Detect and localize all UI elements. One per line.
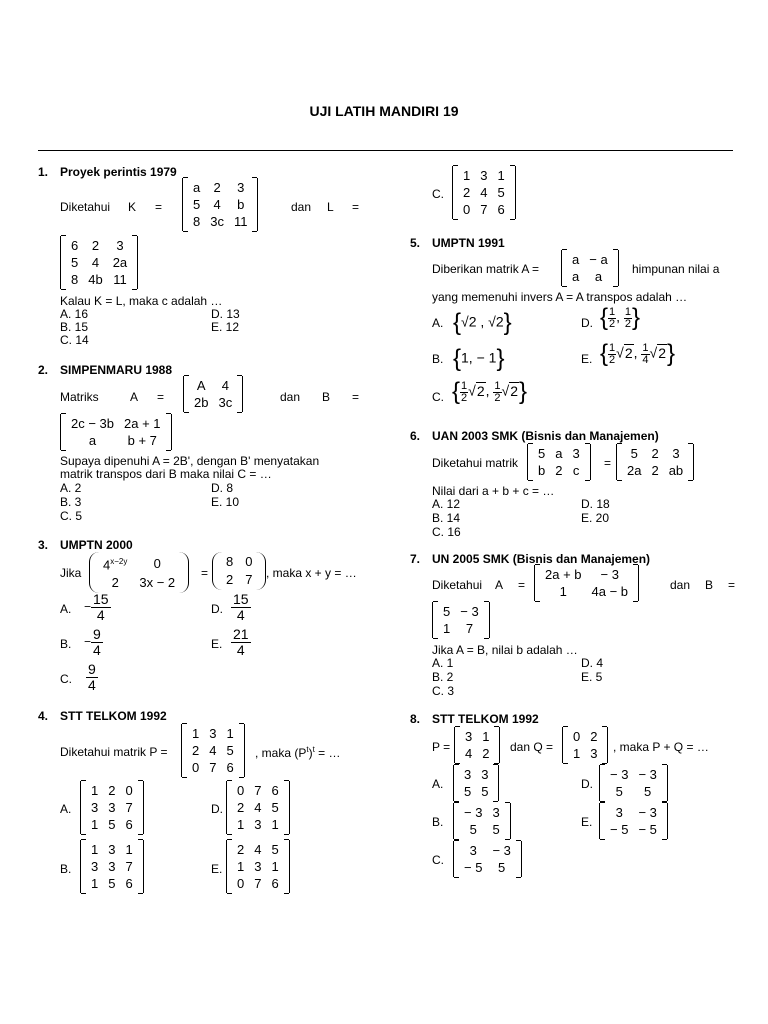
q7-heading: UN 2005 SMK (Bisnis dan Manajemen) [432,552,651,566]
q5-option-d-label: D. [581,316,593,330]
q6-option-b: B. 14 [432,511,461,525]
divider [38,150,733,151]
q3-option-d-label: D. [211,602,223,616]
q7-matrix-b: 5 − 3 1 7 [432,602,490,638]
q8-matrix-p: 3 1 4 2 [454,727,500,763]
q6-lead: Diketahui matrik [432,456,519,470]
q4-matrix-p: 1 3 1 2 4 5 0 7 6 [181,724,245,777]
q4-option-a: 1 2 0 3 3 7 1 5 6 [80,781,144,834]
q8-number: 8. [410,712,421,726]
q1-number: 1. [38,165,49,179]
q2-matrix-a: A 4 2b 3c [183,376,243,412]
q8-option-d: − 3 − 3 5 5 [599,765,668,801]
q4-option-c-label: C. [432,187,444,201]
q8-option-c-label: C. [432,853,444,867]
q1-lead: Diketahui [60,200,111,214]
q6-option-a: A. 12 [432,497,461,511]
q4-option-e: 2 4 5 1 3 1 0 7 6 [226,840,290,893]
q3-option-d: $\frac{15}{4}$ [233,591,249,623]
q6-stem: Nilai dari a + b + c = … [432,484,555,498]
q4-option-a-label: A. [60,802,72,816]
q7-option-c: C. 3 [432,684,455,698]
q4-option-c: 1 3 1 2 4 5 0 7 6 [452,166,516,219]
q5-stem-line2: yang memenuhi invers A = A transpos adalah … [432,290,688,304]
q3-eq: = [201,566,209,580]
q8-option-a: 3 3 5 5 [453,765,499,801]
q3-option-b-label: B. [60,637,72,651]
q2-option-b: B. 3 [60,495,82,509]
q7-lead: Diketahui [432,578,483,592]
q1-eq: = [155,200,163,214]
q2-heading: SIMPENMARU 1988 [60,363,173,377]
q1-option-d: D. 13 [211,307,240,321]
q6-option-d: D. 18 [581,497,610,511]
q1-eq2: = [352,200,360,214]
q4-option-d: 0 7 6 2 4 5 1 3 1 [226,781,290,834]
q1-matrix-k: a 2 3 5 4 b 8 3c 11 [182,178,258,231]
q2-number: 2. [38,363,49,377]
q3-option-e: $\frac{21}{4}$ [233,626,249,658]
q3-heading: UMPTN 2000 [60,538,133,552]
q8-tail: , maka P + Q = … [613,740,709,754]
q2-eq2: = [352,390,360,404]
q7-number: 7. [410,552,421,566]
q3-option-c-label: C. [60,672,72,686]
q8-option-d-label: D. [581,777,593,791]
q1-option-b: B. 15 [60,320,89,334]
q5-matrix-a: a − a a a [561,250,619,286]
q2-option-e: E. 10 [211,495,240,509]
q4-option-b-label: B. [60,862,72,876]
q2-b: B [322,390,331,404]
q7-stem: Jika A = B, nilai b adalah … [432,643,578,657]
q5-tail: himpunan nilai a [632,262,720,276]
q3-matrix-right: 8 0 2 7 [212,552,266,590]
q2-dan: dan [280,390,301,404]
q3-number: 3. [38,538,49,552]
q5-option-b-label: B. [432,352,444,366]
q2-a: A [130,390,139,404]
q3-option-a: − $\frac{15}{4}$ [84,591,109,623]
q8-option-e-label: E. [581,815,593,829]
q3-tail: , maka x + y = … [266,566,357,580]
q4-option-e-label: E. [211,862,223,876]
q5-option-e-label: E. [581,352,593,366]
q2-lead: Matriks [60,390,99,404]
q4-option-d-label: D. [211,802,223,816]
q7-eq: = [518,578,526,592]
q2-option-d: D. 8 [211,481,234,495]
q8-option-a-label: A. [432,777,444,791]
q7-option-b: B. 2 [432,670,454,684]
q6-eq: = [604,456,612,470]
q4-lead: Diketahui matrik P = [60,745,168,759]
q7-matrix-a: 2a + b − 3 1 4a − b [534,565,639,601]
q5-option-a: {√2 , √2} [453,309,512,336]
q3-option-c: $\frac{9}{4}$ [88,661,96,693]
q1-dan: dan [291,200,312,214]
q5-option-b: {1, − 1} [453,345,505,372]
q7-a: A [495,578,504,592]
q8-dan: dan Q = [510,740,554,754]
page-title: UJI LATIH MANDIRI 19 [309,103,459,119]
q7-option-d: D. 4 [581,656,604,670]
q5-heading: UMPTN 1991 [432,236,505,250]
q1-k: K [128,200,137,214]
q8-option-e: 3 − 3 − 5 − 5 [599,803,668,839]
q1-option-c: C. 14 [60,333,89,347]
q5-option-e: { $\frac{1}{2}$ √2, $\frac{1}{4}$ √2} [600,340,676,367]
q5-option-c: { $\frac{1}{2}$ √2, $\frac{1}{2}$ √2} [452,378,528,405]
q6-option-e: E. 20 [581,511,610,525]
q3-matrix-left: $4^{x-2y}$ 0 2 3x − 2 [89,552,189,593]
q1-l: L [327,200,334,214]
q5-option-a-label: A. [432,316,444,330]
q8-heading: STT TELKOM 1992 [432,712,539,726]
q2-eq: = [157,390,165,404]
q1-stem: Kalau K = L, maka c adalah … [60,294,223,308]
q3-option-e-label: E. [211,637,223,651]
q2-option-c: C. 5 [60,509,83,523]
q1-option-a: A. 16 [60,307,89,321]
q2-option-a: A. 2 [60,481,82,495]
q4-option-b: 1 3 1 3 3 7 1 5 6 [80,840,144,893]
q3-option-a-label: A. [60,602,72,616]
q8-lead: P = [432,740,451,754]
q1-heading: Proyek perintis 1979 [60,165,177,179]
q5-lead: Diberikan matrik A = [432,262,540,276]
q5-option-c-label: C. [432,390,444,404]
q7-b: B [705,578,714,592]
q7-option-a: A. 1 [432,656,454,670]
q6-matrix-left: 5 a 3 b 2 c [527,444,591,480]
q5-option-d: { $\frac{1}{2}$ , $\frac{1}{2}$ } [600,304,641,331]
q1-matrix-l: 6 2 3 5 4 2a 8 4b 11 [60,236,138,289]
q7-eq2: = [728,578,736,592]
q7-dan: dan [670,578,691,592]
q5-number: 5. [410,236,421,250]
q3-option-b: − $\frac{9}{4}$ [84,626,101,658]
q1-option-e: E. 12 [211,320,240,334]
q4-heading: STT TELKOM 1992 [60,709,167,723]
q3-lead: Jika [60,566,82,580]
q2-matrix-b: 2c − 3b 2a + 1 a b + 7 [60,414,172,450]
q6-option-c: C. 16 [432,525,461,539]
q4-tail: , maka $(P^t)^t$ = … [255,745,341,760]
q8-matrix-q: 0 2 1 3 [562,727,608,763]
q8-option-b-label: B. [432,815,444,829]
q6-heading: UAN 2003 SMK (Bisnis dan Manajemen) [432,429,659,443]
q8-option-b: − 3 3 5 5 [453,803,511,839]
q4-number: 4. [38,709,49,723]
q6-matrix-right: 5 2 3 2a 2 ab [616,444,694,480]
q2-stem-line1: Supaya dipenuhi A = 2B', dengan B' menyatakan [60,454,320,468]
q8-option-c: 3 − 3 − 5 5 [453,841,522,877]
q2-stem-line2: matrik transpos dari B maka nilai C = … [60,467,272,481]
q7-option-e: E. 5 [581,670,603,684]
q6-number: 6. [410,429,421,443]
